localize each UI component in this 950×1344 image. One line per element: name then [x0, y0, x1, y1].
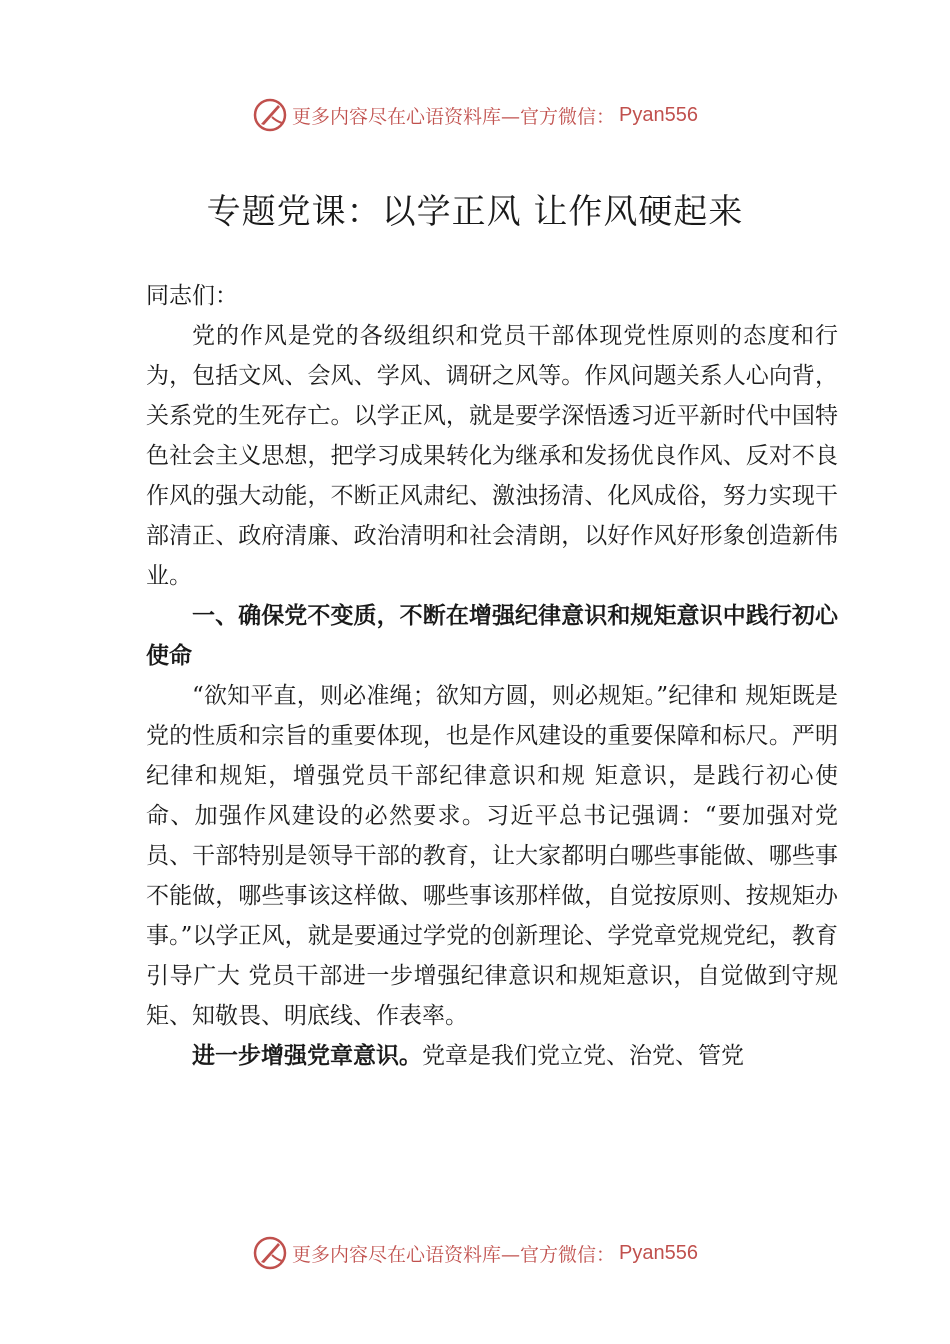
section-heading: 一、确保党不变质，不断在增强纪律意识和规矩意识中践行初心使命 [146, 603, 838, 669]
banner-text: 更多内容尽在心语资料库—官方微信： [292, 105, 616, 128]
subsection-text: 党章是我们党立党、治党、管党 [422, 1043, 744, 1069]
quill-logo-icon [252, 97, 288, 133]
banner-text: 更多内容尽在心语资料库—官方微信： [292, 1243, 616, 1266]
document-title: 专题党课：以学正风 让作风硬起来 [206, 192, 744, 232]
document-body [146, 276, 838, 1076]
intro-paragraph: 党的作风是党的各级组织和党员干部体现党性原则的态度和行为，包括文风、会风、学风、调研之风等。作风问题关系人心向背，关系党的生死存亡。以学正风，就是要学深悟透习近平新时代中国特色社会主义思想，把学习成果转化为继承和发扬优良作风、反对不良作风的强大动能，不断正风肃纪、激浊扬清、化风成俗，努力实现干部清正、政府清廉、政治清明和社会清朗，以好作风好形象创造新伟业。 [146, 323, 838, 589]
banner-wechat-id: Pyan556 [619, 103, 698, 126]
subsection-lead: 进一步增强党章意识。 [192, 1043, 422, 1069]
footer-banner [0, 1231, 950, 1275]
subsection-paragraph [146, 1036, 838, 1076]
header-banner [0, 93, 950, 137]
quill-logo-icon [252, 1235, 288, 1271]
banner-wechat-id: Pyan556 [619, 1241, 698, 1264]
section-paragraph: “欲知平直，则必准绳；欲知方圆，则必规矩。”纪律和 规矩既是党的性质和宗旨的重要体现，也是作风建设的重要保障和标尺。严明纪律和规矩，增强党员干部纪律意识和规 矩意识，是践行初心使命、加强作风建设的必然要求。习近平总书记强调：“要加强对党员、干部特别是领导干部的教育，让大家都明白哪些事能做、哪些事不能做，哪些事该这样做、哪些事该那样做，自觉按原则、按规矩办事。”以学正风，就是要通过学党的创新理论、学党章党规党纪，教育引导广大 党员干部进一步增强纪律意识和规矩意识，自觉做到守规矩、知敬畏、明底线、作表率。 [146, 683, 838, 1029]
salutation: 同志们： [146, 283, 238, 309]
